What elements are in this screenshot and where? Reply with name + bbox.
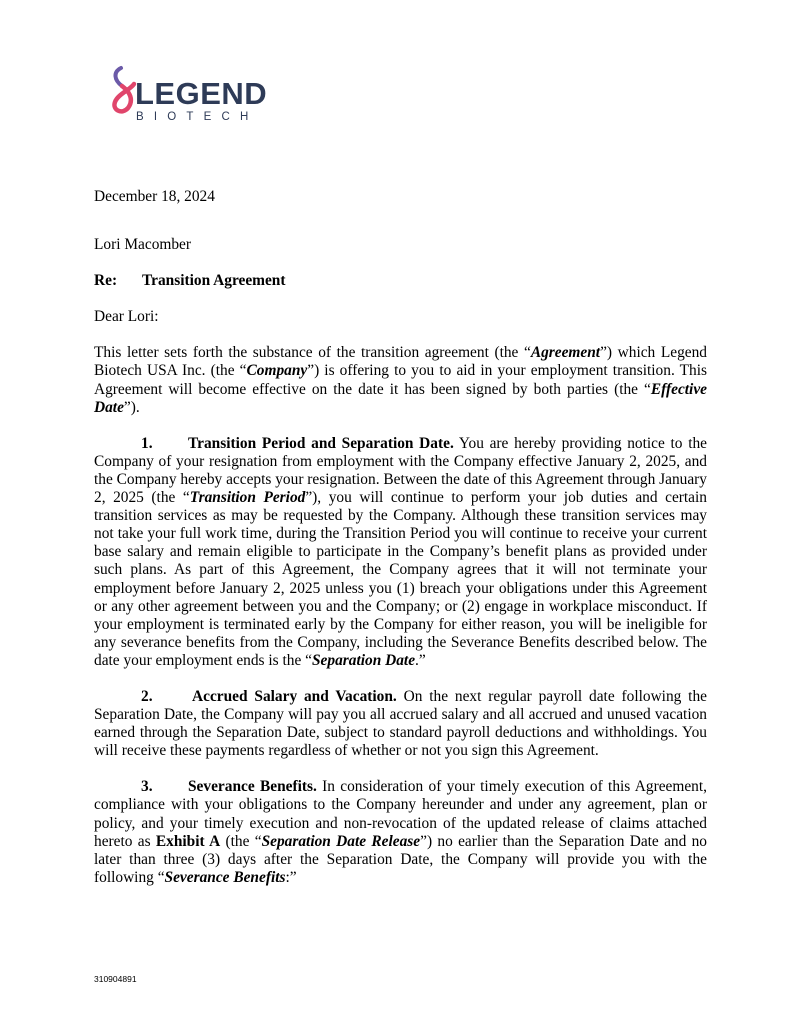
section-number: 1. xyxy=(141,434,153,452)
defined-term: Separation Date Release xyxy=(261,832,421,850)
defined-term: Transition Period xyxy=(189,489,306,507)
letter-date: December 18, 2024 xyxy=(94,188,215,205)
section-heading: Severance Benefits. xyxy=(188,778,317,796)
subject-line xyxy=(94,272,707,290)
section-1-paragraph: 1. Transition Period and Separation Date. You are hereby providing notice to the Company of your resignation from employment with the Company effective January 2, 2025, and the Company hereby accepts your resignation. Between the date of this Agreement through January 2, 2025 (the “Transition Period”), you will continue to perform your job duties and certain transition services as may be requested by the Company. Although these transition services may not take your full work time, during the Transition Period you will continue to receive your current base salary and remain eligible to participate in the Company’s benefit plans as provided under such plans. As part of this Agreement, the Company agrees that it will not terminate your employment before January 2, 2025 unless you (1) breach your obligations under this Agreement or any other agreement between you and the Company; or (2) engage in workplace misconduct. If your employment is terminated early by the Company for either reason, you will be ineligible for any severance benefits from the Company, including the Severance Benefits described below. The date your employment ends is the “Separation Date.” xyxy=(94,434,707,669)
intro-paragraph: This letter sets forth the substance of the transition agreement (the “Agreement”) which Legend Biotech USA Inc. (the “Company”) is offering to you to aid in your employment transition. This Agreement will become effective on the date it has been signed by both parties (the “Effective Date”). xyxy=(94,344,707,416)
salutation: Dear Lori: xyxy=(94,308,159,326)
section-number: 2. xyxy=(141,687,153,705)
company-logo xyxy=(108,60,278,130)
section-number: 3. xyxy=(141,778,153,796)
logo-subtitle: BIOTECH xyxy=(136,111,259,123)
re-label: Re: xyxy=(94,272,118,290)
subject-text: Transition Agreement xyxy=(142,272,286,290)
recipient-name: Lori Macomber xyxy=(94,236,192,254)
defined-term: Agreement xyxy=(530,344,601,362)
section-heading: Accrued Salary and Vacation. xyxy=(192,687,397,705)
defined-term: Effective Date xyxy=(94,380,707,416)
section-3-paragraph: 3. Severance Benefits. In consideration of your timely execution of this Agreement, compliance with your obligations to the Company hereunder and under any agreement, plan or policy, and your timely execution and non-revocation of the updated release of claims attached hereto as Exhibit A (the “Separation Date Release”) no earlier than the Separation Date and no later than three (3) days after the Separation Date, the Company will provide you with the following “Severance Benefits:” xyxy=(94,778,707,886)
defined-term: Severance Benefits xyxy=(164,868,286,886)
logo-wordmark: LEGEND xyxy=(135,76,268,111)
section-2-paragraph: 2. Accrued Salary and Vacation. On the next regular payroll date following the Separation Date, the Company will pay you all accrued salary and all accrued and unused vacation earned through the Separation Date, subject to standard payroll deductions and withholdings. You will receive these payments regardless of whether or not you sign this Agreement. xyxy=(94,687,707,760)
document-id-footer: 310904891 xyxy=(94,974,137,984)
section-heading: Transition Period and Separation Date. xyxy=(188,434,454,452)
letter-body xyxy=(94,188,707,905)
defined-term: Separation Date xyxy=(311,651,416,669)
defined-term: Company xyxy=(246,362,308,380)
exhibit-reference: Exhibit A xyxy=(155,832,221,850)
